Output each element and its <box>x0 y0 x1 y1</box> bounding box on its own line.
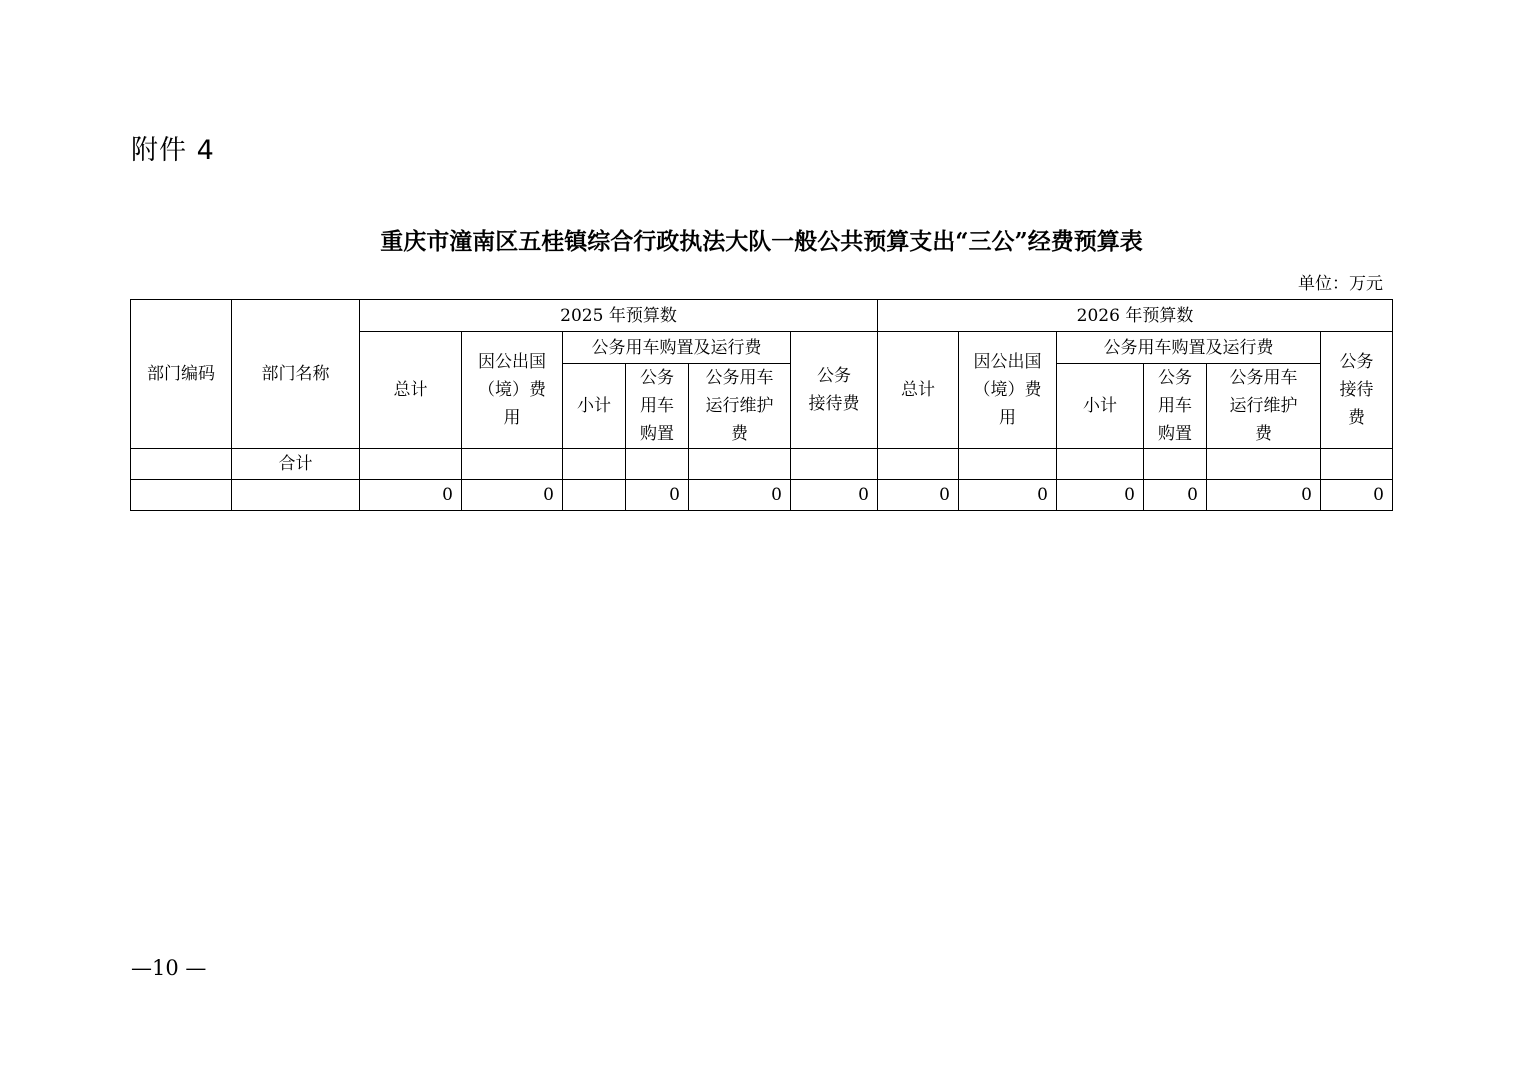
cell-value <box>563 449 626 480</box>
reception-label-line: 接待费 <box>808 394 860 414</box>
purchase-label-line: 公务 <box>1158 368 1192 388</box>
cell-value: 0 <box>462 480 563 511</box>
maint-label-line: 运行维护 <box>705 396 774 416</box>
group-header-2026: 2026 年预算数 <box>878 300 1393 332</box>
group-header-2025: 2025 年预算数 <box>360 300 878 332</box>
col-header-reception-2025 <box>791 332 878 449</box>
col-header-vehicle-2026: 公务用车购置及运行费 <box>1057 332 1321 364</box>
abroad-label-line: 因公出国 <box>478 352 546 372</box>
page-number: —10 — <box>131 956 207 980</box>
cell-value: 0 <box>791 480 878 511</box>
cell-value <box>878 449 959 480</box>
cell-value <box>563 480 626 511</box>
cell-dept-name: 合计 <box>232 449 360 480</box>
col-header-dept-code: 部门编码 <box>131 300 232 449</box>
reception-label-line: 费 <box>1348 408 1365 428</box>
cell-dept-code <box>131 449 232 480</box>
maint-label-line: 公务用车 <box>705 368 774 388</box>
unit-label: 单位：万元 <box>1298 274 1383 294</box>
col-header-maint-2025 <box>689 364 791 449</box>
maint-label-line: 费 <box>731 424 748 444</box>
cell-value: 0 <box>626 480 689 511</box>
page-title: 重庆市潼南区五桂镇综合行政执法大队一般公共预算支出“三公”经费预算表 <box>380 228 1143 255</box>
col-header-total-2025: 总计 <box>360 332 462 449</box>
col-header-abroad-2025 <box>462 332 563 449</box>
cell-value <box>689 449 791 480</box>
cell-value: 0 <box>689 480 791 511</box>
cell-value: 0 <box>959 480 1057 511</box>
abroad-label-line: 用 <box>999 408 1016 428</box>
maint-label-line: 公务用车 <box>1229 368 1298 388</box>
abroad-label-line: 因公出国 <box>973 352 1042 372</box>
cell-value: 0 <box>1144 480 1207 511</box>
abroad-label-line: （境）费 <box>478 380 546 400</box>
header-row-1 <box>131 300 1393 332</box>
col-header-abroad-2026 <box>959 332 1057 449</box>
maint-label-line: 费 <box>1255 424 1272 444</box>
table-row-total <box>131 449 1393 480</box>
abroad-label-line: 用 <box>503 408 521 428</box>
table-row <box>131 480 1393 511</box>
reception-label-line: 公务 <box>817 366 851 386</box>
cell-value: 0 <box>1321 480 1393 511</box>
cell-value <box>791 449 878 480</box>
purchase-label-line: 用车 <box>640 396 674 416</box>
cell-value: 0 <box>1057 480 1144 511</box>
cell-value <box>1207 449 1321 480</box>
col-header-total-2026: 总计 <box>878 332 959 449</box>
cell-dept-code <box>131 480 232 511</box>
cell-value <box>360 449 462 480</box>
cell-value: 0 <box>360 480 462 511</box>
budget-table <box>130 299 1393 511</box>
cell-value <box>626 449 689 480</box>
col-header-reception-2026 <box>1321 332 1393 449</box>
reception-label-line: 接待 <box>1339 380 1374 400</box>
col-header-dept-name: 部门名称 <box>232 300 360 449</box>
reception-label-line: 公务 <box>1339 352 1374 372</box>
purchase-label-line: 公务 <box>640 368 674 388</box>
attachment-label: 附件 4 <box>131 135 215 166</box>
cell-value <box>959 449 1057 480</box>
cell-value: 0 <box>878 480 959 511</box>
cell-value <box>462 449 563 480</box>
cell-dept-name <box>232 480 360 511</box>
col-header-subtotal-2025: 小计 <box>563 364 626 449</box>
col-header-maint-2026 <box>1207 364 1321 449</box>
purchase-label-line: 购置 <box>1158 424 1192 444</box>
cell-value <box>1321 449 1393 480</box>
col-header-purchase-2026 <box>1144 364 1207 449</box>
purchase-label-line: 购置 <box>640 424 674 444</box>
col-header-purchase-2025 <box>626 364 689 449</box>
col-header-vehicle-2025: 公务用车购置及运行费 <box>563 332 791 364</box>
abroad-label-line: （境）费 <box>973 380 1042 400</box>
col-header-subtotal-2026: 小计 <box>1057 364 1144 449</box>
cell-value <box>1144 449 1207 480</box>
cell-value: 0 <box>1207 480 1321 511</box>
cell-value <box>1057 449 1144 480</box>
purchase-label-line: 用车 <box>1158 396 1192 416</box>
maint-label-line: 运行维护 <box>1229 396 1298 416</box>
